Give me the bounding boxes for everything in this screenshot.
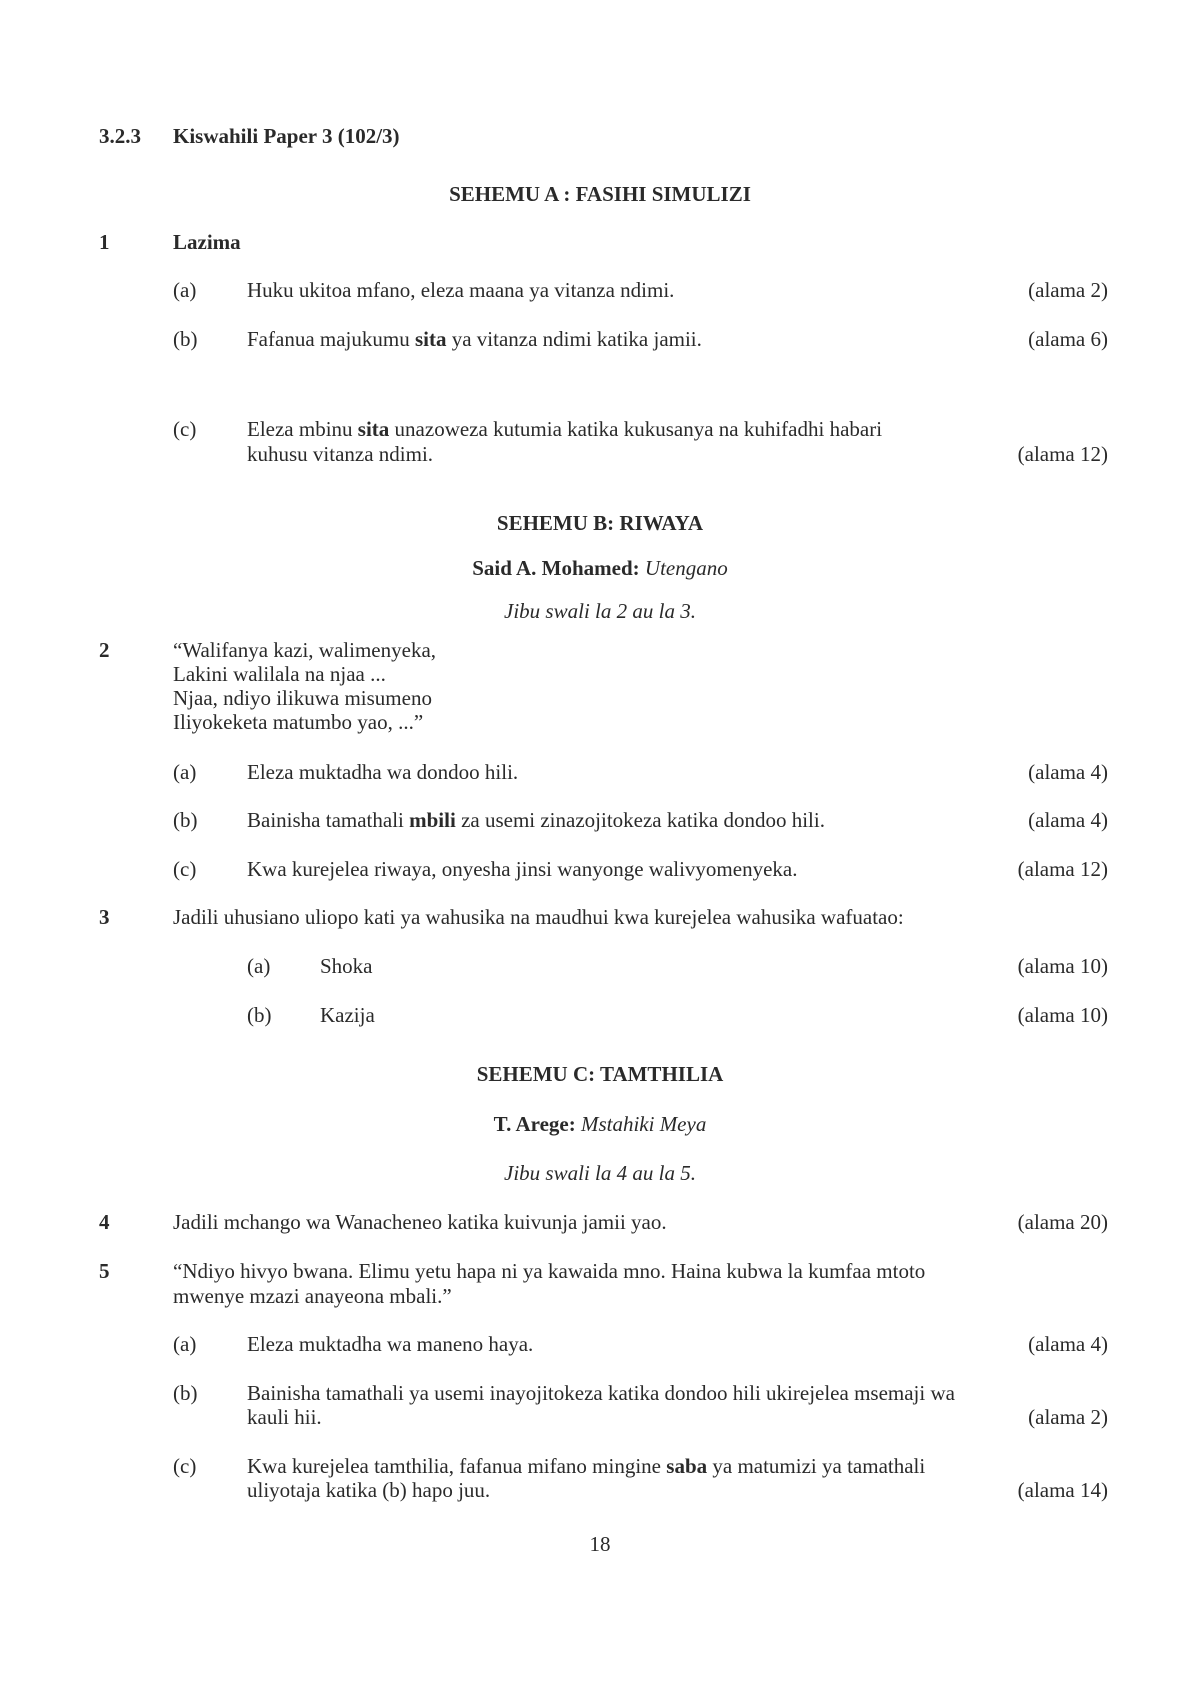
q5b-text-line1: Bainisha tamathali ya usemi inayojitokeza katika dondoo hili ukirejelea msemaji wa: [247, 1381, 955, 1405]
q5c-label: (c): [173, 1454, 197, 1478]
q5-quote-line1: “Ndiyo hivyo bwana. Elimu yetu hapa ni ya kawaida mno. Haina kubwa la kumfaa mtoto: [173, 1259, 926, 1283]
q2a-text: Eleza muktadha wa dondoo hili.: [247, 760, 519, 784]
q3a-text: Shoka: [320, 954, 373, 978]
q2c-label: (c): [173, 857, 197, 881]
q3b-text: Kazija: [320, 1003, 375, 1027]
q1b-marks: (alama 6): [1028, 327, 1108, 351]
q5-quote-line2: mwenye mzazi anayeona mbali.”: [173, 1284, 452, 1308]
question-1-number: 1: [99, 230, 110, 254]
q5b-label: (b): [173, 1381, 198, 1405]
q2-quote-line1: “Walifanya kazi, walimenyeka,: [173, 638, 437, 662]
q3-text: Jadili uhusiano uliopo kati ya wahusika na maudhui kwa kurejelea wahusika wafuatao:: [173, 905, 904, 929]
q1a-text: Huku ukitoa mfano, eleza maana ya vitanza ndimi.: [247, 278, 675, 302]
question-5-number: 5: [99, 1259, 110, 1283]
paper-code: 3.2.3: [99, 124, 141, 148]
q5c-text-line1: Kwa kurejelea tamthilia, fafanua mifano mingine saba ya matumizi ya tamathali: [247, 1454, 926, 1478]
q5a-marks: (alama 4): [1028, 1332, 1108, 1356]
q2c-text: Kwa kurejelea riwaya, onyesha jinsi wanyonge walivyomenyeka.: [247, 857, 798, 881]
q5c-text-line2: uliyotaja katika (b) hapo juu.: [247, 1478, 491, 1502]
q5b-text-line2: kauli hii.: [247, 1405, 322, 1429]
question-1-title: Lazima: [173, 230, 241, 254]
q1c-text-line2: kuhusu vitanza ndimi.: [247, 442, 434, 466]
section-b-set-text: Said A. Mohamed: Utengano: [472, 556, 728, 580]
q1c-label: (c): [173, 417, 197, 441]
question-3-number: 3: [99, 905, 110, 929]
question-2-number: 2: [99, 638, 110, 662]
paper-title: Kiswahili Paper 3 (102/3): [173, 124, 400, 148]
q1a-marks: (alama 2): [1028, 278, 1108, 302]
section-b-heading: SEHEMU B: RIWAYA: [496, 511, 704, 535]
q2b-label: (b): [173, 808, 198, 832]
q2b-text: Bainisha tamathali mbili za usemi zinazojitokeza katika dondoo hili.: [247, 808, 825, 832]
q5c-marks: (alama 14): [1017, 1478, 1108, 1502]
q3b-label: (b): [247, 1003, 272, 1027]
q2c-marks: (alama 12): [1017, 857, 1108, 881]
q4-marks: (alama 20): [1017, 1210, 1108, 1234]
q2a-marks: (alama 4): [1028, 760, 1108, 784]
q4-text: Jadili mchango wa Wanacheneo katika kuivunja jamii yao.: [173, 1210, 667, 1234]
section-c-heading: SEHEMU C: TAMTHILIA: [476, 1062, 724, 1086]
q5a-text: Eleza muktadha wa maneno haya.: [247, 1332, 534, 1356]
q2-quote-line2: Lakini walilala na njaa ...: [173, 662, 386, 686]
section-c-set-text: T. Arege: Mstahiki Meya: [493, 1112, 707, 1136]
q3b-marks: (alama 10): [1017, 1003, 1108, 1027]
question-4-number: 4: [99, 1210, 110, 1234]
q2-quote-line3: Njaa, ndiyo ilikuwa misumeno: [173, 686, 432, 710]
q1c-marks: (alama 12): [1017, 442, 1108, 466]
q5b-marks: (alama 2): [1028, 1405, 1108, 1429]
q2b-marks: (alama 4): [1028, 808, 1108, 832]
q1b-text: Fafanua majukumu sita ya vitanza ndimi katika jamii.: [247, 327, 702, 351]
page-number: 18: [589, 1532, 611, 1556]
q5a-label: (a): [173, 1332, 197, 1356]
q3a-marks: (alama 10): [1017, 954, 1108, 978]
section-a-heading: SEHEMU A : FASIHI SIMULIZI: [449, 182, 751, 206]
q1b-label: (b): [173, 327, 198, 351]
q1a-label: (a): [173, 278, 197, 302]
q1c-text-line1: Eleza mbinu sita unazoweza kutumia katika kukusanya na kuhifadhi habari: [247, 417, 883, 441]
q2-quote-line4: Iliyokeketa matumbo yao, ...”: [173, 710, 424, 734]
section-b-instruction: Jibu swali la 2 au la 3.: [504, 599, 696, 623]
q3a-label: (a): [247, 954, 271, 978]
q2a-label: (a): [173, 760, 197, 784]
section-c-instruction: Jibu swali la 4 au la 5.: [504, 1161, 696, 1185]
